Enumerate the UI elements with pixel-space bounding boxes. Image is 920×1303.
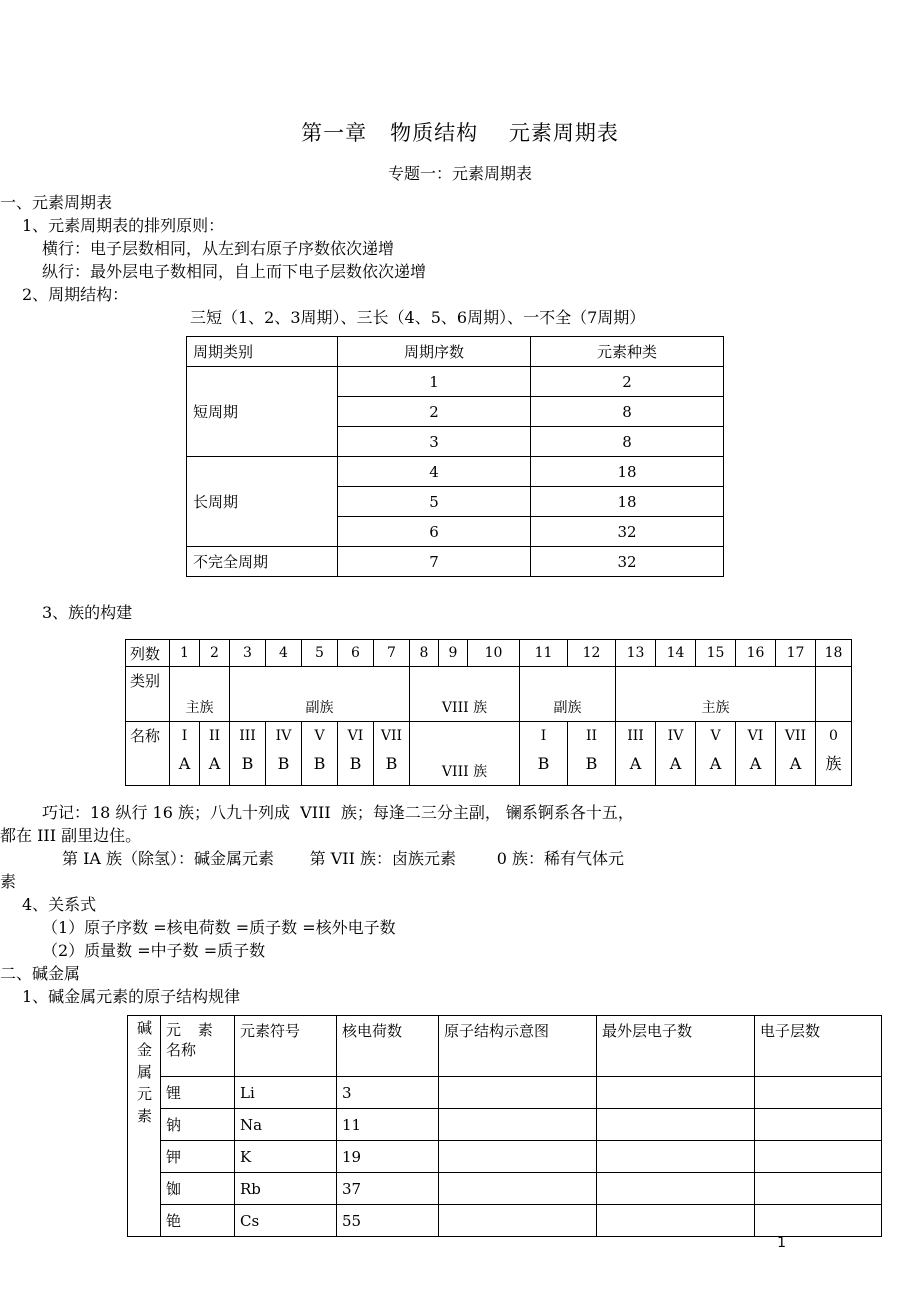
item1-row-horizontal: 横行：电子层数相同，从左到右原子序数依次递增 <box>42 239 395 258</box>
table-row <box>128 1141 882 1173</box>
period-index: 7 <box>338 547 531 577</box>
group-roman: IV <box>275 728 292 744</box>
cell-outer-electrons <box>597 1109 755 1141</box>
cell-element-name: 钠 <box>161 1109 235 1141</box>
column-number: 18 <box>816 640 852 667</box>
item3-heading: 3、族的构建 <box>42 603 133 622</box>
table-header-row <box>187 337 724 367</box>
table-row <box>187 547 724 577</box>
element-count: 8 <box>531 397 724 427</box>
header-electron-shells: 电子层数 <box>755 1016 882 1077</box>
group-roman: VI <box>347 728 364 744</box>
cell-element-symbol: Li <box>235 1077 337 1109</box>
group-name-cell <box>736 722 776 786</box>
header-atomic-structure-diagram: 原子结构示意图 <box>439 1016 597 1077</box>
cell-electron-shells <box>755 1077 882 1109</box>
item4-row-1: （1）原子序数 =核电荷数 =质子数 =核外电子数 <box>42 918 396 937</box>
cell-element-symbol: K <box>235 1141 337 1173</box>
group-suffix: A <box>789 754 802 773</box>
mnemonic-line-1: 巧记：18 纵行 16 族；八九十列成 VIII 族；每逢二三分主副， 镧系锕系各十五， <box>42 803 634 822</box>
alkali-metals-table <box>127 1015 882 1237</box>
table-row <box>128 1205 882 1237</box>
group-suffix: A <box>208 754 221 773</box>
element-count: 2 <box>531 367 724 397</box>
spacer <box>0 577 920 601</box>
cell-element-symbol: Rb <box>235 1173 337 1205</box>
column-number: 13 <box>616 640 656 667</box>
group-suffix: A <box>178 754 191 773</box>
cell-nuclear-charge: 55 <box>337 1205 439 1237</box>
period-index: 5 <box>338 487 531 517</box>
group-roman: 0 <box>829 728 838 744</box>
group-roman: IV <box>667 728 684 744</box>
row-label-category: 类别 <box>126 667 170 722</box>
item2-summary: 三短（1、2、3周期）、三长（4、5、6周期）、一不全（7周期） <box>190 308 646 327</box>
page-number: 1 <box>777 1235 786 1251</box>
group-suffix: B <box>241 754 254 773</box>
group-name-cell <box>520 722 568 786</box>
column-number: 7 <box>374 640 410 667</box>
item1-row-vertical: 纵行：最外层电子数相同，自上而下电子层数依次递增 <box>42 262 427 281</box>
column-number: 3 <box>230 640 266 667</box>
column-number: 17 <box>776 640 816 667</box>
cell-atomic-structure-diagram <box>439 1109 597 1141</box>
group-suffix: A <box>669 754 682 773</box>
period-structure-table <box>186 336 724 577</box>
column-number: 12 <box>568 640 616 667</box>
group-suffix: A <box>709 754 722 773</box>
column-number: 1 <box>170 640 200 667</box>
group-roman: III <box>627 728 644 744</box>
category-main-group-left: 主族 <box>170 667 230 722</box>
column-number: 8 <box>410 640 439 667</box>
header-element-name <box>161 1016 235 1077</box>
column-number: 5 <box>302 640 338 667</box>
group-label-short-period: 短周期 <box>187 367 338 457</box>
column-number: 16 <box>736 640 776 667</box>
group-name-cell <box>266 722 302 786</box>
group-roman: VII <box>380 728 403 744</box>
page-title: 第一章 物质结构 元素周期表 <box>301 121 619 145</box>
table-row <box>128 1077 882 1109</box>
header-element-count: 元素种类 <box>531 337 724 367</box>
cell-electron-shells <box>755 1173 882 1205</box>
element-count: 18 <box>531 457 724 487</box>
group-name-cell <box>170 722 200 786</box>
cell-nuclear-charge: 3 <box>337 1077 439 1109</box>
period-index: 1 <box>338 367 531 397</box>
group-roman: II <box>208 728 221 744</box>
group-suffix: B <box>585 754 598 773</box>
cell-element-symbol: Na <box>235 1109 337 1141</box>
cell-electron-shells <box>755 1109 882 1141</box>
column-number: 6 <box>338 640 374 667</box>
element-count: 8 <box>531 427 724 457</box>
cell-electron-shells <box>755 1141 882 1173</box>
column-number: 14 <box>656 640 696 667</box>
cell-element-symbol: Cs <box>235 1205 337 1237</box>
cell-nuclear-charge: 19 <box>337 1141 439 1173</box>
group-name-cell <box>696 722 736 786</box>
group-name-cell <box>616 722 656 786</box>
table-row <box>187 457 724 487</box>
item4-heading: 4、关系式 <box>22 895 97 914</box>
cell-atomic-structure-diagram <box>439 1077 597 1109</box>
group-name-cell <box>656 722 696 786</box>
cell-electron-shells <box>755 1205 882 1237</box>
cell-element-name: 铯 <box>161 1205 235 1237</box>
element-count: 32 <box>531 517 724 547</box>
category-empty <box>816 667 852 722</box>
group-roman: I <box>540 728 547 744</box>
group-suffix: B <box>537 754 550 773</box>
cell-nuclear-charge: 11 <box>337 1109 439 1141</box>
group-name-cell <box>776 722 816 786</box>
header-element-name-line1: 元 素 <box>166 1021 219 1039</box>
category-sub-group-right: 副族 <box>520 667 616 722</box>
group-name-cell <box>200 722 230 786</box>
mnemonic-line-3: 第 IA 族（除氢）：碱金属元素 第 VII 族：卤族元素 0 族：稀有气体元 <box>62 849 624 868</box>
group-name-cell <box>338 722 374 786</box>
header-outer-electrons: 最外层电子数 <box>597 1016 755 1077</box>
group-name-cell <box>374 722 410 786</box>
spacer <box>0 1008 920 1015</box>
period-index: 2 <box>338 397 531 427</box>
cell-nuclear-charge: 37 <box>337 1173 439 1205</box>
group-roman: VI <box>747 728 764 744</box>
row-label-name: 名称 <box>126 722 170 786</box>
period-index: 6 <box>338 517 531 547</box>
category-main-group-right: 主族 <box>616 667 816 722</box>
spacer <box>0 184 920 191</box>
cell-outer-electrons <box>597 1173 755 1205</box>
group-suffix: A <box>629 754 642 773</box>
group-roman: I <box>181 728 188 744</box>
item1-heading: 1、元素周期表的排列原则： <box>22 216 225 235</box>
element-count: 18 <box>531 487 724 517</box>
cell-outer-electrons <box>597 1205 755 1237</box>
group-table-category-row <box>126 667 852 722</box>
section-two-heading: 二、碱金属 <box>0 964 81 983</box>
section-two-item1-heading: 1、碱金属元素的原子结构规律 <box>22 987 241 1006</box>
cell-element-name: 锂 <box>161 1077 235 1109</box>
spacer <box>0 786 920 801</box>
mnemonic-line-4: 素 <box>0 872 17 891</box>
spacer <box>0 624 920 639</box>
category-viii-group: VIII 族 <box>410 667 520 722</box>
item2-heading: 2、周期结构： <box>22 285 129 304</box>
column-number: 11 <box>520 640 568 667</box>
table-row <box>187 367 724 397</box>
cell-atomic-structure-diagram <box>439 1205 597 1237</box>
group-suffix: A <box>749 754 762 773</box>
group-table-name-row <box>126 722 852 786</box>
group-construction-table <box>125 639 852 786</box>
period-index: 4 <box>338 457 531 487</box>
group-roman: V <box>710 728 721 744</box>
cell-atomic-structure-diagram <box>439 1141 597 1173</box>
header-element-symbol: 元素符号 <box>235 1016 337 1077</box>
table-header-row <box>128 1016 882 1077</box>
vertical-group-label <box>128 1016 161 1237</box>
spacer <box>0 329 920 336</box>
column-number: 4 <box>266 640 302 667</box>
group-suffix: B <box>313 754 326 773</box>
column-number: 10 <box>468 640 520 667</box>
group-suffix: 族 <box>825 754 842 773</box>
header-element-name-line2: 名称 <box>166 1041 197 1059</box>
group-suffix: B <box>385 754 398 773</box>
group-table-number-row <box>126 640 852 667</box>
section-one-heading: 一、元素周期表 <box>0 193 113 212</box>
table-row <box>128 1109 882 1141</box>
group-roman: III <box>239 728 256 744</box>
group-roman: VII <box>784 728 807 744</box>
group-label-long-period: 长周期 <box>187 457 338 547</box>
column-number: 15 <box>696 640 736 667</box>
cell-element-name: 钾 <box>161 1141 235 1173</box>
element-count: 32 <box>531 547 724 577</box>
row-label-columns: 列数 <box>126 640 170 667</box>
cell-atomic-structure-diagram <box>439 1173 597 1205</box>
category-sub-group-left: 副族 <box>230 667 410 722</box>
item4-row-2: （2）质量数 =中子数 =质子数 <box>42 941 266 960</box>
group-name-cell <box>568 722 616 786</box>
column-number: 9 <box>439 640 468 667</box>
group-roman: V <box>314 728 325 744</box>
group-name-cell <box>302 722 338 786</box>
group-suffix: B <box>277 754 290 773</box>
group-name-cell <box>230 722 266 786</box>
period-index: 3 <box>338 427 531 457</box>
cell-element-name: 铷 <box>161 1173 235 1205</box>
group-label-incomplete-period: 不完全周期 <box>187 547 338 577</box>
header-period-category: 周期类别 <box>187 337 338 367</box>
cell-outer-electrons <box>597 1077 755 1109</box>
group-roman: II <box>585 728 598 744</box>
column-number: 2 <box>200 640 230 667</box>
cell-outer-electrons <box>597 1141 755 1173</box>
group-name-viii: VIII 族 <box>410 722 520 786</box>
group-suffix: B <box>349 754 362 773</box>
header-period-index: 周期序数 <box>338 337 531 367</box>
vertical-group-label-text: 碱金属元素 <box>135 1020 153 1130</box>
header-nuclear-charge: 核电荷数 <box>337 1016 439 1077</box>
page-subtitle: 专题一：元素周期表 <box>387 164 532 183</box>
mnemonic-line-2: 都在 III 副里边住。 <box>0 826 142 845</box>
group-name-cell <box>816 722 852 786</box>
table-row <box>128 1173 882 1205</box>
